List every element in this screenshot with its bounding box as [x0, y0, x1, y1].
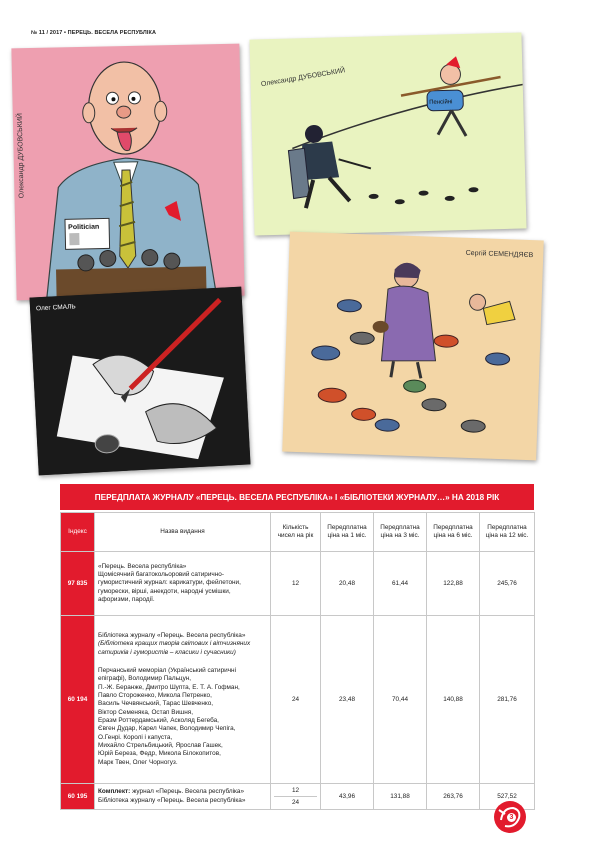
col-name: Назва видання: [95, 513, 271, 552]
cartoon-tightrope: [249, 32, 526, 235]
politician-badge-text: Politician: [68, 223, 100, 232]
title-line: гуморески, вірші, анекдоти, народні усмішки,: [98, 587, 231, 595]
cartoon-cats: [282, 232, 544, 461]
complect-label: Комплект:: [98, 788, 131, 796]
subscription-table: [60, 512, 535, 810]
memorial-line: епіграфі), Володимир Пальцун,: [98, 675, 192, 683]
count-journal: 12: [291, 787, 300, 794]
issue-header: № 11 / 2017 • ПЕРЕЦЬ. ВЕСЕЛА РЕСПУБЛІКА: [31, 30, 157, 36]
memorial-line: Євген Дудар, Карел Чапек, Володимир Чепіга,: [98, 725, 236, 733]
row-title: [95, 616, 271, 784]
memorial-line: О.Генрі. Королі і капуста,: [98, 733, 173, 741]
row-count: 12: [271, 552, 321, 616]
row-count: [271, 784, 321, 810]
page-number-badge: [493, 800, 527, 834]
memorial-line: Василь Чечвянський, Тарас Шевченко,: [98, 700, 214, 708]
col-price-12: Передплатна ціна на 12 міс.: [480, 513, 535, 552]
subscription-title: ПЕРЕДПЛАТА ЖУРНАЛУ «ПЕРЕЦЬ. ВЕСЕЛА РЕСПУБЛІКА» І «БІБЛІОТЕКИ ЖУРНАЛУ…» НА 2018 РІК: [60, 484, 534, 510]
row-price-6: 263,76: [427, 784, 480, 810]
row-price-3: 131,88: [374, 784, 427, 810]
col-price-6: Передплатна ціна на 6 міс.: [427, 513, 480, 552]
title-line: гумористичний журнал: карикатури, фейлетони,: [98, 579, 241, 587]
title-line: Щомісячний багатокольоровий сатирично-: [98, 571, 224, 578]
col-price-1: Передплатна ціна на 1 міс.: [321, 513, 374, 552]
row-count: 24: [271, 616, 321, 784]
memorial-line: Павло Стороженко, Микола Петренко,: [98, 692, 212, 699]
table-row: [61, 784, 535, 810]
memorial-line: Перчанський меморіал (Український сатиричні: [98, 667, 236, 675]
row-price-12: 527,52: [480, 784, 535, 810]
count-library: 24: [274, 796, 317, 806]
complect-line-2: Бібліотека журналу «Перець. Весела республіка»: [98, 796, 246, 804]
title-italic-line: (Бібліотека кращих творів світових і вітчизняних: [98, 640, 251, 648]
row-index: 60 194: [61, 616, 95, 784]
row-price-3: 70,44: [374, 616, 427, 784]
memorial-line: Віктор Семеняка, Остап Вишня,: [98, 708, 193, 716]
cats-illustration: [282, 232, 544, 461]
page-number: 3: [507, 813, 516, 822]
table-row: [61, 616, 535, 784]
row-index: 97 835: [61, 552, 95, 616]
tightrope-author: Олександр ДУБОВСЬКИЙ: [260, 67, 346, 89]
tightrope-illustration: [249, 32, 526, 235]
col-index: Індекс: [61, 513, 95, 552]
table-row: [61, 552, 535, 616]
row-title: [95, 552, 271, 616]
memorial-line: Юрій Береза, Федр, Микола Білокопитов,: [98, 750, 221, 758]
tightrope-bag-text: Пенсійні: [429, 99, 453, 106]
memorial-line: Еразм Роттердамський, Асколяд Бегеба,: [98, 716, 219, 724]
politician-author: Олександр ДУБОВСЬКИЙ: [16, 113, 26, 199]
row-price-1: 43,96: [321, 784, 374, 810]
cartoon-hands: [29, 287, 250, 476]
memorial-line: Марк Твен, Олег Чорногуз.: [98, 758, 178, 766]
memorial-line: П.-Ж. Беранже, Дмитро Шупта, Е. Т. А. Гофман,: [98, 683, 240, 691]
title-line: «Перець. Весела республіка»: [98, 562, 187, 570]
row-title: [95, 784, 271, 810]
cats-author: Сергій СЕМЕНДЯЄВ: [465, 249, 534, 260]
row-price-6: 140,88: [427, 616, 480, 784]
title-line: Бібліотека журналу «Перець. Весела республіка»: [98, 632, 246, 640]
title-italic-line: сатириків і гумористів – класики і сучасники): [98, 648, 236, 656]
row-price-12: 281,76: [480, 616, 535, 784]
complect-line-1: журнал «Перець. Весела республіка»: [130, 788, 245, 796]
hands-illustration: [29, 287, 250, 476]
col-price-3: Передплатна ціна на 3 міс.: [374, 513, 427, 552]
row-price-3: 61,44: [374, 552, 427, 616]
title-line: афоризми, пародії.: [98, 595, 155, 603]
row-price-1: 20,48: [321, 552, 374, 616]
hands-author: Олег СМАЛЬ: [35, 303, 76, 313]
memorial-line: Михайло Стрельбицький, Ярослав Гашек,: [98, 741, 223, 749]
cartoon-politician: [11, 44, 244, 301]
row-price-12: 245,76: [480, 552, 535, 616]
row-price-6: 122,88: [427, 552, 480, 616]
col-count: Кількість чисел на рік: [271, 513, 321, 552]
politician-illustration: [11, 44, 244, 301]
row-price-1: 23,48: [321, 616, 374, 784]
row-index: 60 195: [61, 784, 95, 810]
